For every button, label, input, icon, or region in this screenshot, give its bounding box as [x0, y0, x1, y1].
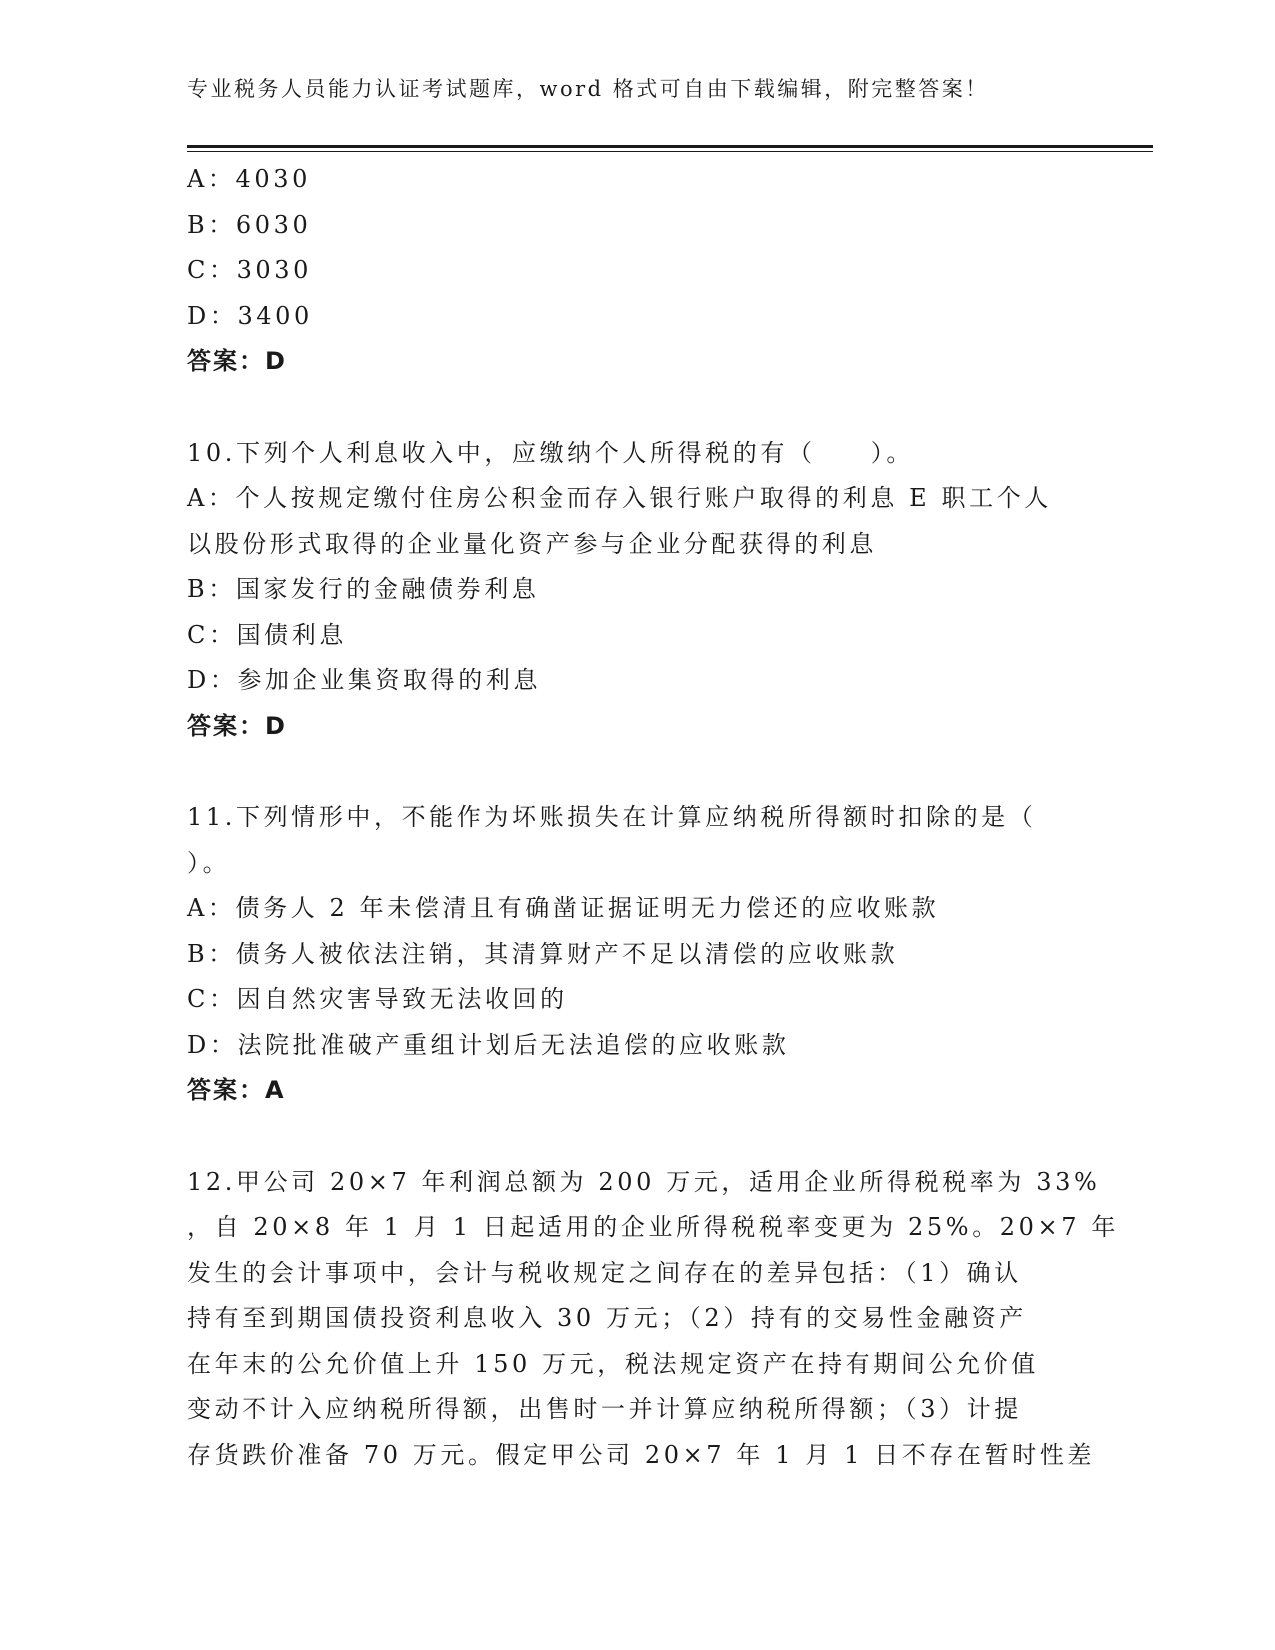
question-stem-line-5: 在年末的公允价值上升 150 万元，税法规定资产在持有期间公允价值	[187, 1349, 1039, 1378]
answer-line: 答案：D	[187, 711, 287, 740]
option-a: A：4030	[187, 165, 312, 193]
question-11	[187, 795, 1072, 1114]
option-d: D：法院批准破产重组计划后无法追偿的应收账款	[187, 1030, 790, 1059]
question-stem: 10.下列个人利息收入中，应缴纳个人所得税的有（ ）。	[187, 438, 914, 467]
header-rule-thin	[187, 151, 1153, 152]
question-stem-line-2: ）。	[187, 848, 231, 877]
option-b: B：国家发行的金融债券利息	[187, 575, 540, 603]
answer-line: 答案：A	[187, 1076, 286, 1104]
question-12	[187, 1160, 1119, 1479]
option-c: C：国债利息	[187, 620, 347, 649]
option-c: C：3030	[187, 256, 313, 284]
option-b: B：6030	[187, 210, 312, 239]
question-stem-line-4: 持有至到期国债投资利息收入 30 万元；（2）持有的交易性金融资产	[187, 1304, 1027, 1332]
question-stem-line-7: 存货跌价准备 70 万元。假定甲公司 20×7 年 1 月 1 日不存在暂时性差	[187, 1440, 1096, 1469]
page-header: 专业税务人员能力认证考试题库，word 格式可自由下载编辑，附完整答案！	[187, 77, 989, 101]
option-d: D：参加企业集资取得的利息	[187, 666, 542, 694]
option-a-line-2: 以股份形式取得的企业量化资产参与企业分配获得的利息	[187, 529, 877, 558]
question-stem-line-1: 12.甲公司 20×7 年利润总额为 200 万元，适用企业所得税税率为 33%	[187, 1167, 1101, 1196]
option-a-line-1: A：个人按规定缴付住房公积金而存入银行账户取得的利息 E 职工个人	[187, 484, 1052, 512]
question-body	[187, 157, 1119, 1478]
header-rule-thick	[187, 145, 1153, 148]
answer-line: 答案：D	[187, 347, 287, 375]
question-9	[187, 157, 1072, 385]
question-stem-line-3: 发生的会计事项中，会计与税收规定之间存在的差异包括：（1）确认	[187, 1258, 1022, 1287]
question-stem-line-2: ，自 20×8 年 1 月 1 日起适用的企业所得税税率变更为 25%。20×7 年	[187, 1213, 1119, 1241]
option-d: D：3400	[187, 301, 313, 330]
option-b: B：债务人被依法注销，其清算财产不足以清偿的应收账款	[187, 939, 899, 968]
question-stem-line-1: 11.下列情形中，不能作为坏账损失在计算应纳税所得额时扣除的是（	[187, 803, 1037, 831]
option-c: C：因自然灾害导致无法收回的	[187, 985, 568, 1013]
option-a: A：债务人 2 年未偿清且有确凿证据证明无力偿还的应收账款	[187, 894, 940, 922]
question-10	[187, 431, 1072, 750]
question-stem-line-6: 变动不计入应纳税所得额，出售时一并计算应纳税所得额；（3）计提	[187, 1395, 1022, 1423]
